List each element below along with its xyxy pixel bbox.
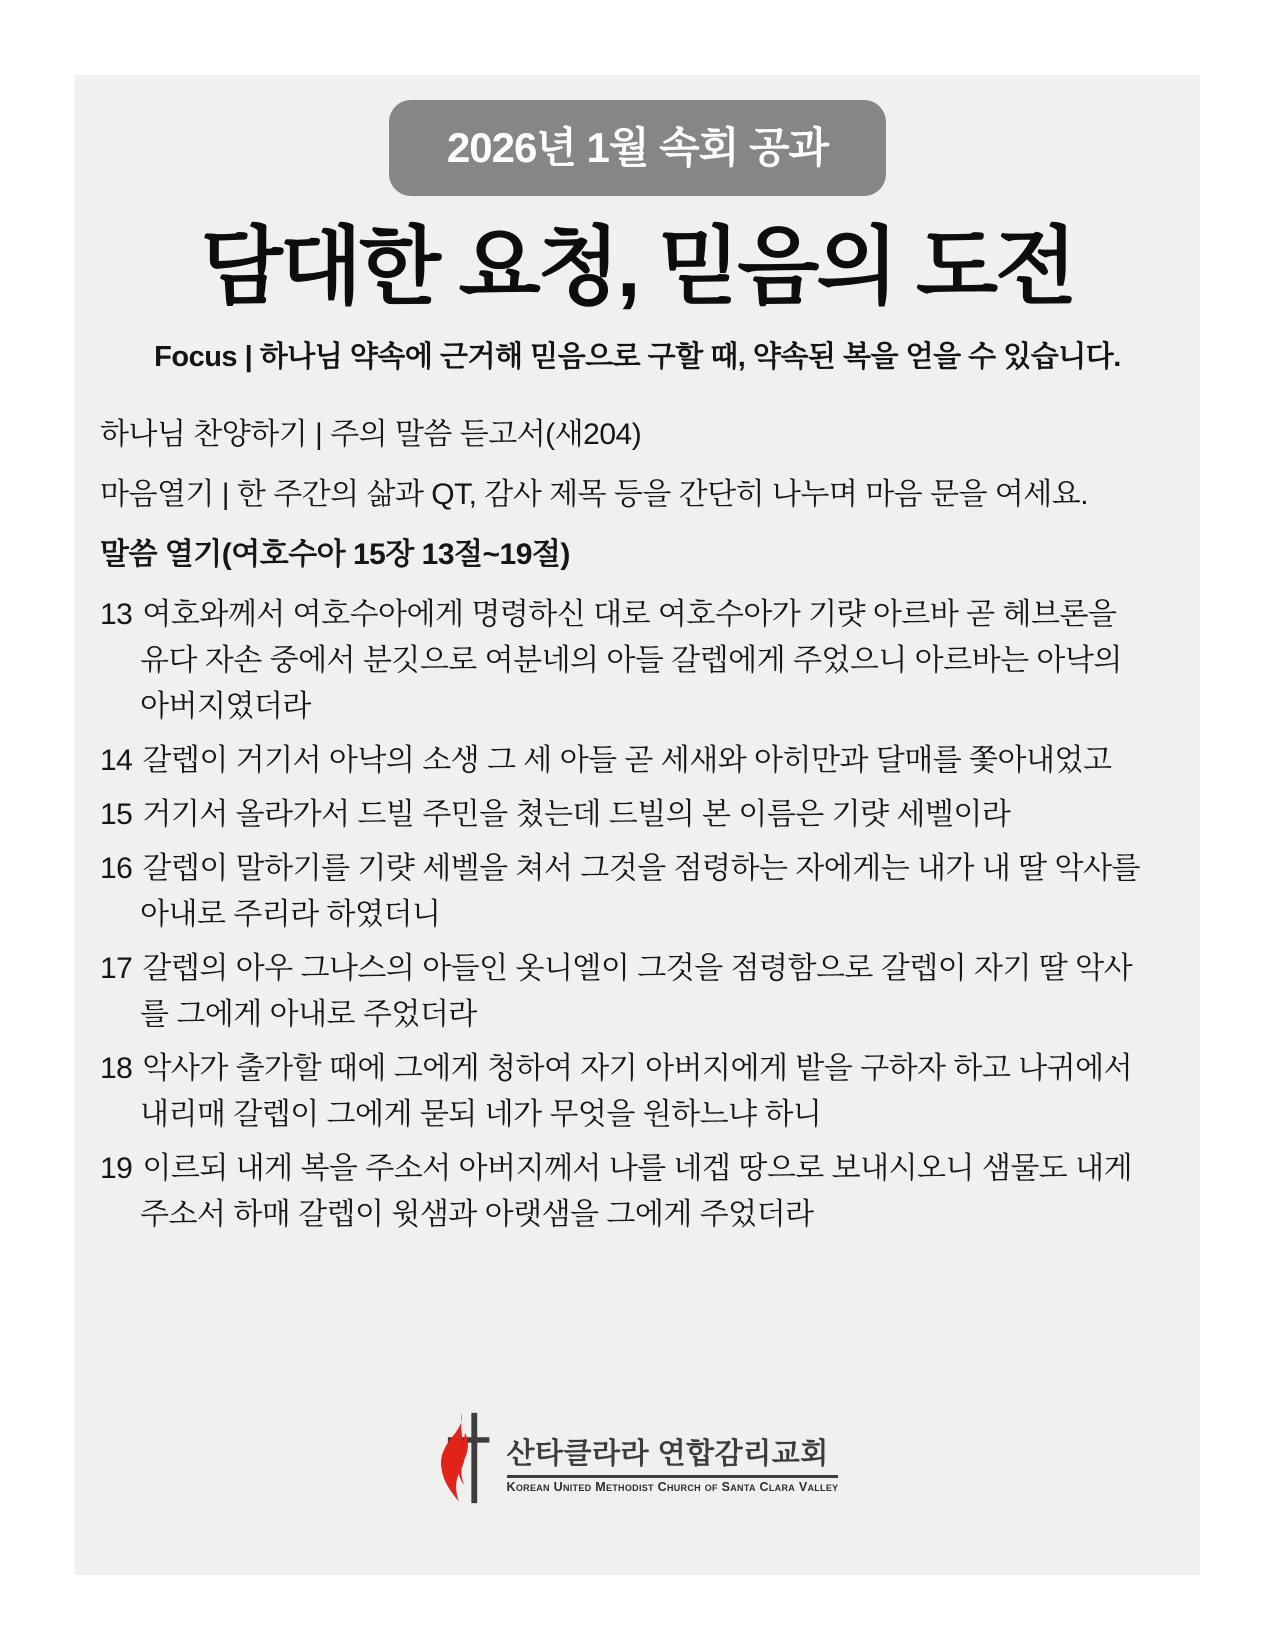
- verse-paragraph: [100, 592, 1152, 730]
- verse-number: 14: [100, 744, 133, 777]
- verse-text: 거기서 올라가서 드빌 주민을 쳤는데 드빌의 본 이름은 기럇 세벨이라: [142, 798, 1011, 831]
- verse-number: 19: [100, 1152, 133, 1185]
- verse-number: 17: [100, 952, 133, 985]
- verse-paragraph: [100, 792, 1152, 838]
- heart-opening-line: 마음열기 | 한 주간의 삶과 QT, 감사 제목 등을 간단히 나누며 마음 문을 여세요.: [100, 478, 1089, 511]
- scripture-heading: 말씀 열기(여호수아 15장 13절~19절): [100, 538, 570, 571]
- verse-paragraph: [100, 738, 1152, 784]
- verse-text: 갈렙이 말하기를 기럇 세벨을 쳐서 그것을 점령하는 자에게는 내가 내 딸 악사를 아내로 주리라 하였더니: [140, 852, 1140, 931]
- verse-text: 악사가 출가할 때에 그에게 청하여 자기 아버지에게 밭을 구하자 하고 나귀에서 내리매 갈렙이 그에게 묻되 네가 무엇을 원하느냐 하니: [140, 1052, 1133, 1131]
- church-name-block: [507, 1436, 839, 1494]
- verse-text: 갈렙이 거기서 아낙의 소생 그 세 아들 곧 세새와 아히만과 달매를 쫓아내었고: [142, 744, 1112, 777]
- church-logo: [437, 1412, 839, 1504]
- focus-statement: Focus | 하나님 약속에 근거해 믿음으로 구할 때, 약속된 복을 얻을 수 있습니다.: [154, 341, 1121, 373]
- verse-paragraph: [100, 1046, 1152, 1138]
- verse-number: 15: [100, 798, 133, 831]
- document-page: [75, 75, 1200, 1575]
- verse-list: [100, 592, 1152, 1238]
- month-badge: 2026년 1월 속회 공과: [389, 100, 886, 196]
- verse-paragraph: [100, 846, 1152, 938]
- verse-number: 13: [100, 598, 133, 631]
- verse-paragraph: [100, 1146, 1152, 1238]
- page-title: 담대한 요청, 믿음의 도전: [200, 220, 1075, 315]
- praise-line: 하나님 찬양하기 | 주의 말씀 듣고서(새204): [100, 418, 642, 451]
- lesson-content: [100, 412, 1152, 1238]
- church-name-english: Korean United Methodist Church of Santa Clara Valley: [506, 1480, 839, 1494]
- verse-text: 여호와께서 여호수아에게 명령하신 대로 여호수아가 기럇 아르바 곧 헤브론을 유다 자손 중에서 분깃으로 여분네의 아들 갈렙에게 주었으니 아르바는 아낙의 아버지였더라: [140, 598, 1122, 723]
- verse-paragraph: [100, 946, 1152, 1038]
- verse-text: 갈렙의 아우 그나스의 아들인 옷니엘이 그것을 점령함으로 갈렙이 자기 딸 악사를 그에게 아내로 주었더라: [140, 952, 1133, 1031]
- logo-divider: [507, 1475, 839, 1478]
- church-name-korean: 산타클라라 연합감리교회: [506, 1438, 829, 1470]
- verse-number: 18: [100, 1052, 133, 1085]
- verse-text: 이르되 내게 복을 주소서 아버지께서 나를 네겝 땅으로 보내시오니 샘물도 내게 주소서 하매 갈렙이 윗샘과 아랫샘을 그에게 주었더라: [140, 1152, 1133, 1231]
- verse-number: 16: [100, 852, 133, 885]
- cross-and-flame-icon: [437, 1412, 493, 1504]
